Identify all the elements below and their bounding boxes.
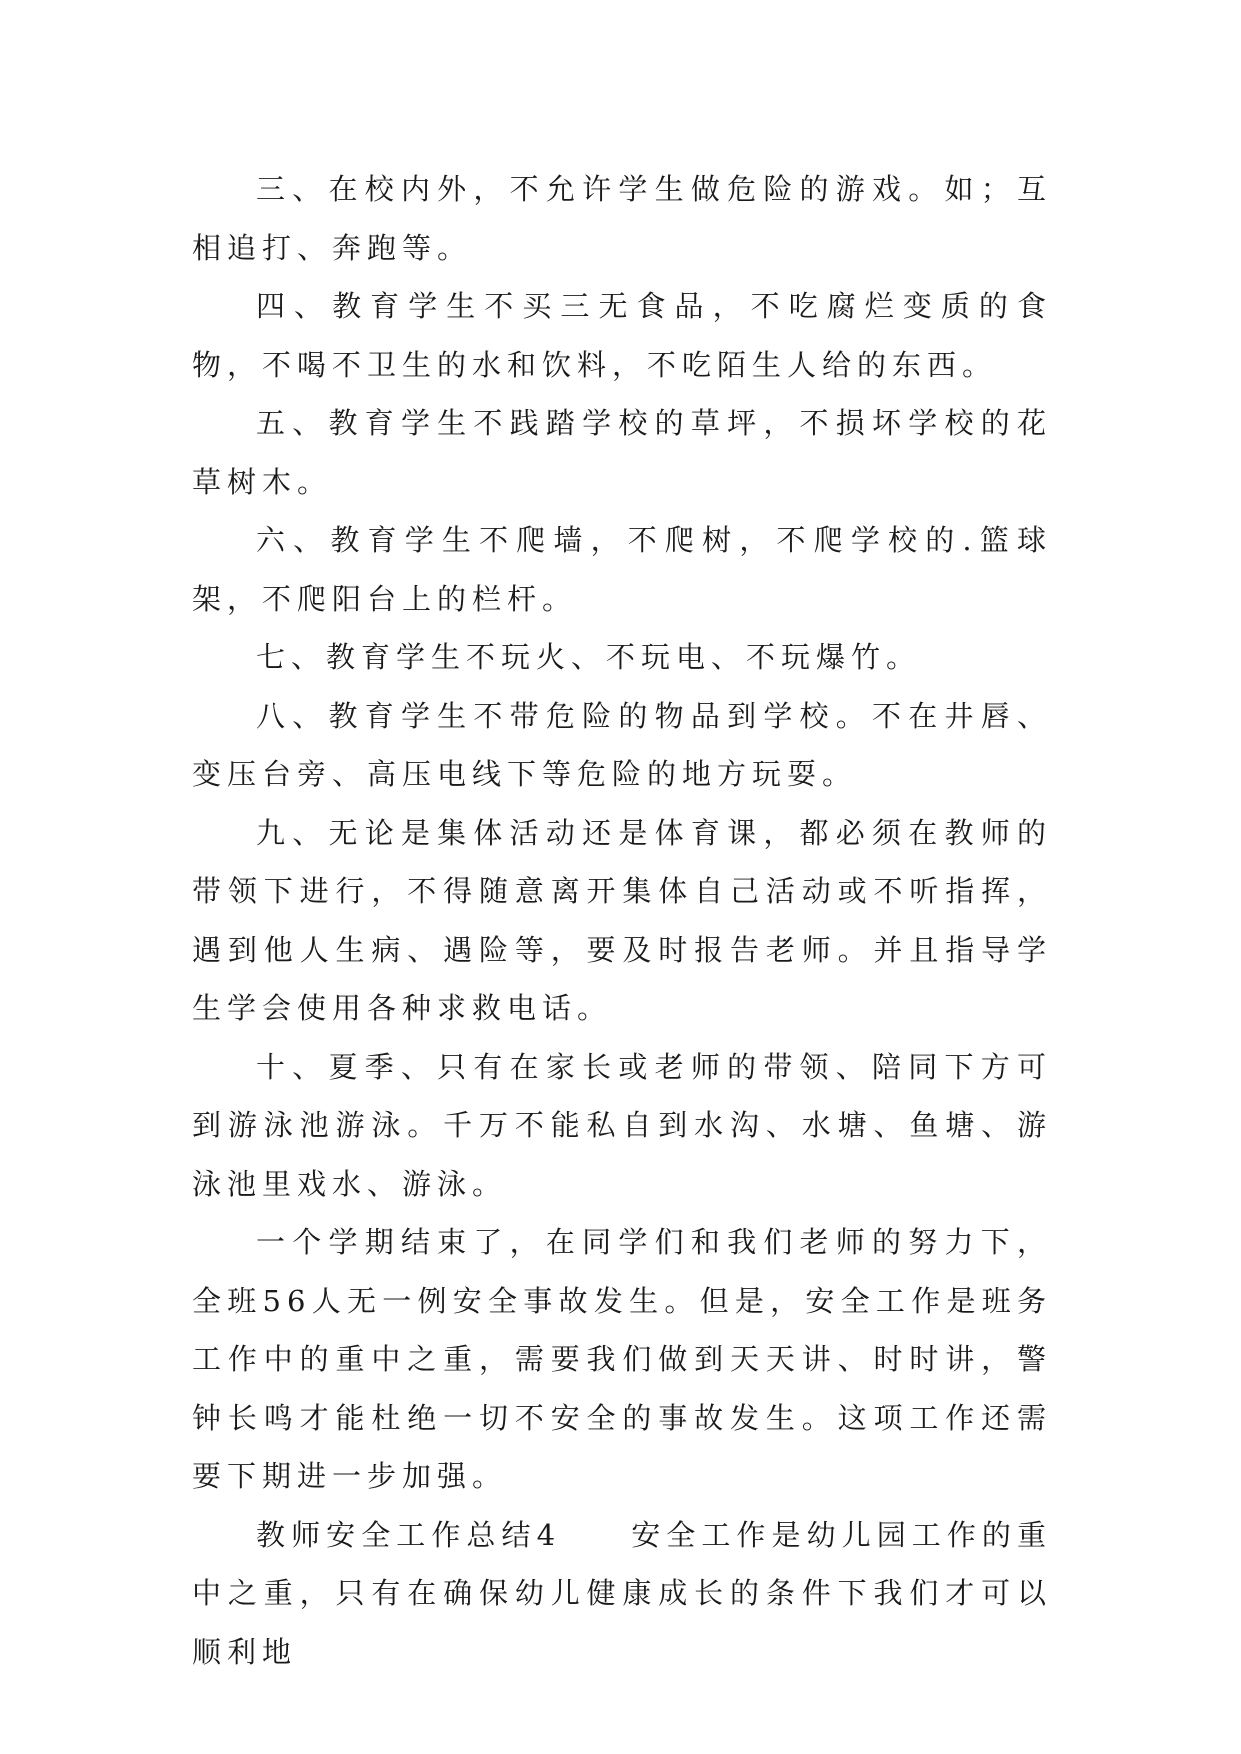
paragraph-3: 三、在校内外，不允许学生做危险的游戏。如；互相追打、奔跑等。 (192, 172, 1052, 265)
paragraph-4: 四、教育学生不买三无食品，不吃腐烂变质的食物，不喝不卫生的水和饮料，不吃陌生人给的东西。 (192, 289, 1052, 382)
paragraph-8: 八、教育学生不带危险的物品到学校。不在井唇、变压台旁、高压电线下等危险的地方玩耍。 (192, 698, 1052, 791)
paragraph-summary: 一个学期结束了，在同学们和我们老师的努力下，全班56人无一例安全事故发生。但是，安全工作是班务工作中的重中之重，需要我们做到天天讲、时时讲，警钟长鸣才能杜绝一切不安全的事故发生。这项工作还需要下期进一步加强。 (192, 1225, 1052, 1493)
paragraph-5: 五、教育学生不践踏学校的草坪，不损坏学校的花草树木。 (192, 406, 1052, 499)
paragraph-6: 六、教育学生不爬墙，不爬树，不爬学校的.篮球架，不爬阳台上的栏杆。 (192, 523, 1052, 616)
paragraph-10: 十、夏季、只有在家长或老师的带领、陪同下方可到游泳池游泳。千万不能私自到水沟、水塘、鱼塘、游泳池里戏水、游泳。 (192, 1049, 1052, 1201)
paragraph-section-4: 教师安全工作总结4 安全工作是幼儿园工作的重中之重，只有在确保幼儿健康成长的条件下我们才可以顺利地 (192, 1517, 1052, 1669)
paragraph-7: 七、教育学生不玩火、不玩电、不玩爆竹。 (256, 640, 922, 674)
paragraph-9: 九、无论是集体活动还是体育课，都必须在教师的带领下进行，不得随意离开集体自己活动或不听指挥，遇到他人生病、遇险等，要及时报告老师。并且指导学生学会使用各种求救电话。 (192, 815, 1052, 1025)
document-body (192, 160, 1052, 1681)
